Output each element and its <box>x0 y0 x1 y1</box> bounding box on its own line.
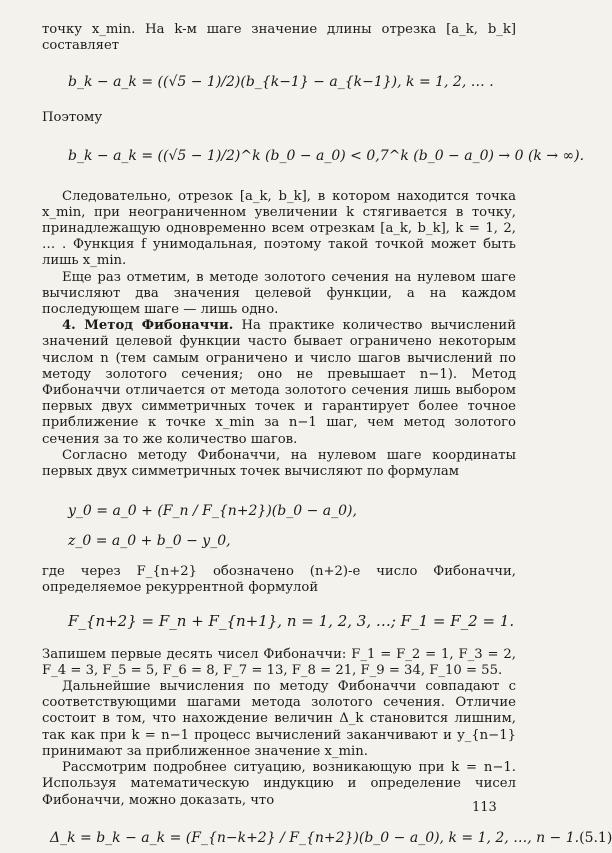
para-where: где через F_{n+2} обозначено (n+2)-е число Фибоначчи, определяемое рекуррентной формулой <box>42 564 516 596</box>
equation-number: (5.1) <box>579 829 612 846</box>
para-according: Согласно методу Фибоначчи, на нулевом шаге координаты первых двух симметричных точек вычисляют по формулам <box>42 447 516 480</box>
formula-delta-row <box>42 823 612 853</box>
line-top: точку x_min. На k-м шаге значение длины отрезка [a_k, b_k] составляет <box>42 22 516 54</box>
page-number: 113 <box>472 800 497 815</box>
formula-delta: Δ_k = b_k − a_k = (F_{n−k+2} / F_{n+2})(b_0 − a_0), k = 1, 2, …, n − 1. <box>50 829 580 846</box>
formula-1: b_k − a_k = ((√5 − 1)/2)(b_{k−1} − a_{k−1}), k = 1, 2, … . <box>68 74 494 91</box>
para-first-ten: Запишем первые десять чисел Фибоначчи: F_1 = F_2 = 1, F_3 = 2, F_4 = 3, F_5 = 5, F_6 = 8, F_7 = 13, F_8 = 21, F_9 = 34, F_10 = 55. <box>42 646 516 678</box>
section-heading: 4. Метод Фибоначчи. <box>62 318 234 334</box>
para-further: Дальнейшие вычисления по методу Фибоначчи совпадают с соответствующими шагами метода золотого сечения. Отличие состоит в том, что нахождение величин Δ_k становится лишним, так как при k = n−1 процесс вычислений заканчивают и y_{n−1} принимают за приближенное значение x_min. <box>42 679 516 759</box>
formula-y0: y_0 = a_0 + (F_n / F_{n+2})(b_0 − a_0), <box>68 503 357 520</box>
para-consider: Рассмотрим подробнее ситуацию, возникающую при k = n−1. Используя математическую индукцию и определение чисел Фибоначчи, можно доказать, что <box>42 760 516 808</box>
para-consequently: Следовательно, отрезок [a_k, b_k], в котором находится точка x_min, при неограниченном увеличении k стягивается в точку, принадлежащую одновременно всем отрезкам [a_k, b_k], k = 1, 2, … . Функция f унимодальная, поэтому такой точкой может быть лишь x_min. <box>42 188 516 269</box>
word-therefore: Поэтому <box>42 110 103 126</box>
para-again: Еще раз отметим, в методе золотого сечения на нулевом шаге вычисляют два значения целевой функции, а на каждом последующем шаге — лишь одно. <box>42 269 516 318</box>
formula-recurrence: F_{n+2} = F_n + F_{n+1}, n = 1, 2, 3, …; F_1 = F_2 = 1. <box>68 611 515 630</box>
formula-z0: z_0 = a_0 + b_0 − y_0, <box>68 533 231 550</box>
page-body <box>42 22 612 853</box>
para-fibonacci <box>42 318 516 448</box>
formula-2: b_k − a_k = ((√5 − 1)/2)^k (b_0 − a_0) < 0,7^k (b_0 − a_0) → 0 (k → ∞). <box>68 147 585 164</box>
para-fibonacci-text: На практике количество вычислений значений целевой функции часто бывает ограничено некоторым числом n (тем самым ограничено и число шагов вычислений по методу золотого сечения; оно не превышает n−1). Метод Фибоначчи отличается от метода золотого сечения лишь выбором первых двух симметричных точек и гарантирует более точное приближение к точке x_min за n−1 шаг, чем метод золотого сечения за то же количество шагов. <box>42 318 516 447</box>
